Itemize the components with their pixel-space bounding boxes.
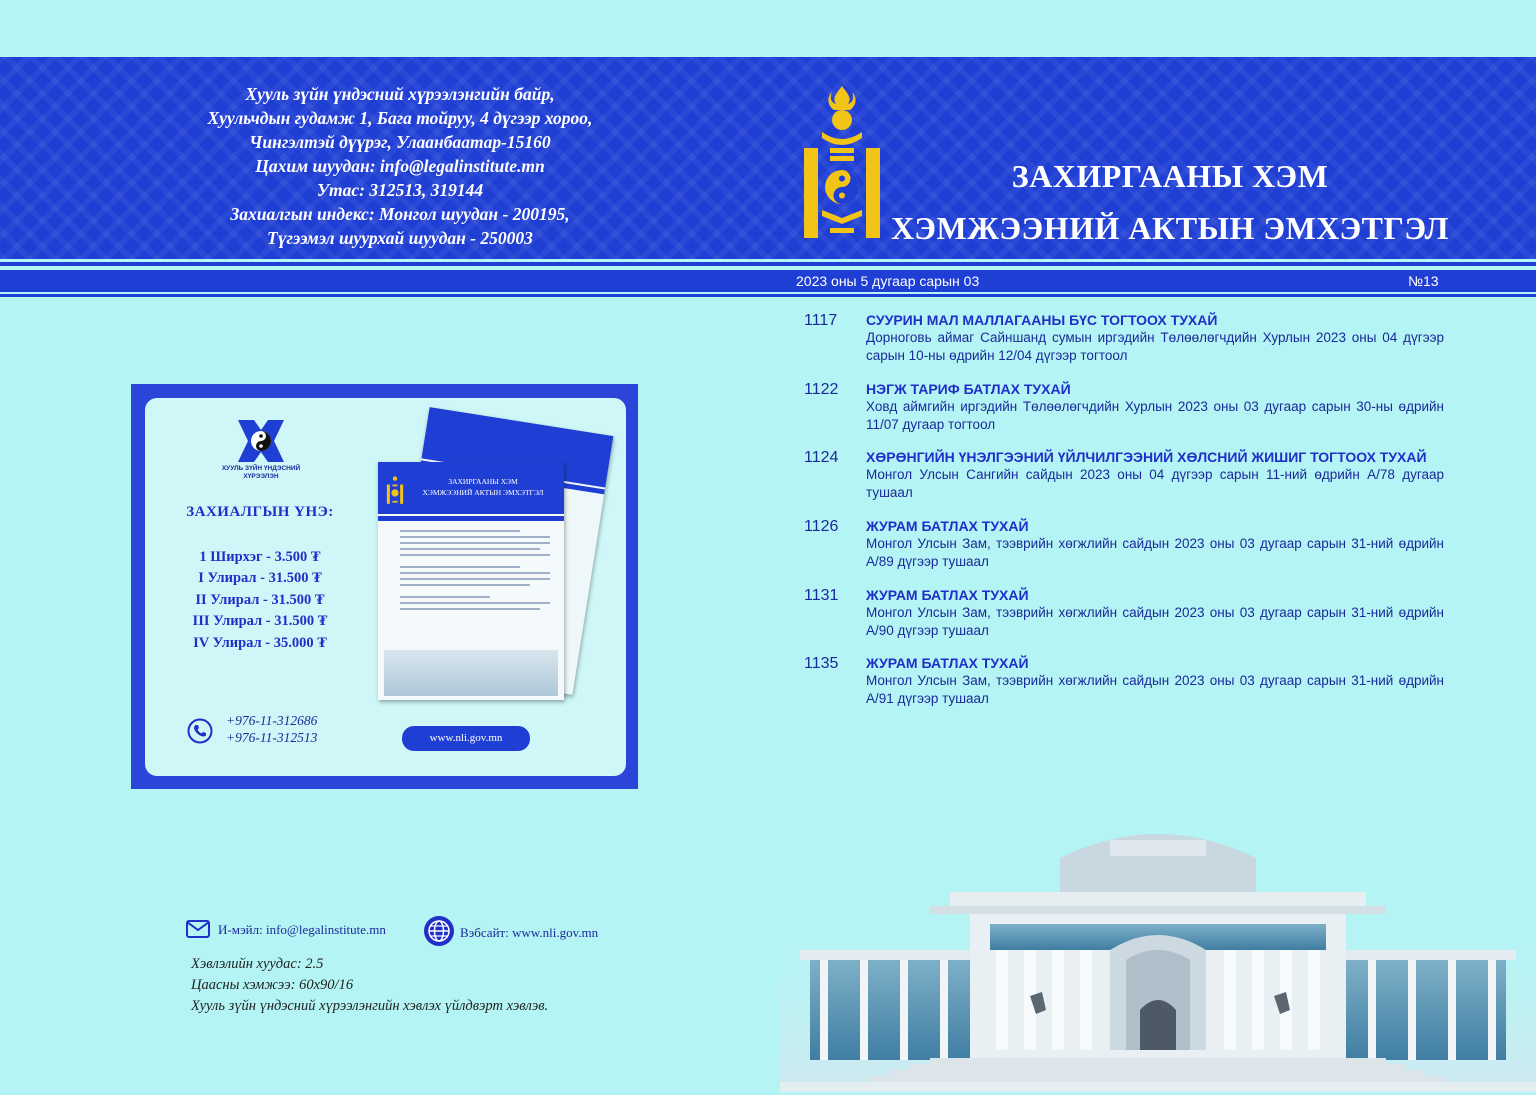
issue-date: 2023 оны 5 дугаар сарын 03 <box>796 273 980 289</box>
magazine-preview-title-line2: ХЭМЖЭЭНИЙ АКТЫН ЭМХЭТГЭЛ <box>422 488 544 497</box>
toc-page-number: 1122 <box>804 381 839 398</box>
address-line: Хуульчдын гудамж 1, Бага тойруу, 4 дүгээр хороо, <box>207 108 593 128</box>
price-row: 1 Ширхэг - 3.500 ₮ <box>199 549 321 565</box>
contact-phones <box>226 712 317 746</box>
phone-number: +976-11-312686 <box>226 713 318 728</box>
magazine-preview <box>378 462 564 700</box>
date-strip <box>0 270 1536 292</box>
address-line: Утас: 312513, 319144 <box>316 180 484 200</box>
government-palace-illustration <box>780 800 1536 1092</box>
journal-title <box>890 150 1450 254</box>
toc-title: ЖУРАМ БАТЛАХ ТУХАЙ <box>866 655 1029 671</box>
price-row: II Улирал - 31.500 ₮ <box>195 592 325 608</box>
header-stripe <box>0 262 1536 266</box>
address-line: Чингэлтэй дүүрэг, Улаанбаатар-15160 <box>249 132 551 152</box>
publisher-address <box>160 82 640 250</box>
toc-page-number: 1135 <box>804 655 839 672</box>
toc-page-number: 1131 <box>804 587 839 604</box>
price-heading: ЗАХИАЛГЫН ҮНЭ: <box>186 504 334 520</box>
price-row: IV Улирал - 35.000 ₮ <box>193 635 327 651</box>
paper-size: Цаасны хэмжээ: 60х90/16 <box>191 977 354 993</box>
phone-number: +976-11-312513 <box>226 730 318 745</box>
address-line: Захиалгын индекс: Монгол шуудан - 200195, <box>230 204 570 224</box>
print-sheets: Хэвлэлийн хуудас: 2.5 <box>191 956 324 972</box>
address-line: Цахим шуудан: info@legalinstitute.mn <box>255 156 545 176</box>
price-row: III Улирал - 31.500 ₮ <box>192 613 328 629</box>
institute-logo-icon <box>236 418 286 464</box>
address-line: Хууль зүйн үндэсний хүрээлэнгийн байр, <box>245 84 555 104</box>
issue-number: №13 <box>1408 273 1439 289</box>
soyombo-emblem-icon <box>800 84 884 244</box>
toc-title: ЖУРАМ БАТЛАХ ТУХАЙ <box>866 518 1029 534</box>
toc-description: Монгол Улсын Зам, тээврийн хөгжлийн сайдын 2023 оны 03 дугаар сарын 31-ний өдрийн А/91 дүгээр тушаал <box>866 673 1444 706</box>
toc-page-number: 1124 <box>804 449 839 466</box>
phone-icon <box>187 718 213 744</box>
toc-description: Монгол Улсын Зам, тээврийн хөгжлийн сайдын 2023 оны 03 дугаар сарын 31-ний өдрийн А/89 дүгээр тушаал <box>866 536 1444 569</box>
toc-description: Монгол Улсын Зам, тээврийн хөгжлийн сайдын 2023 оны 03 дугаар сарын 31-ний өдрийн А/90 дүгээр тушаал <box>866 605 1444 638</box>
toc-page-number: 1126 <box>804 518 839 535</box>
footer-email[interactable]: И-мэйл: info@legalinstitute.mn <box>218 922 386 937</box>
magazine-preview-title-line1: ЗАХИРГААНЫ ХЭМ <box>448 477 518 486</box>
toc-title: СУУРИН МАЛ МАЛЛАГААНЫ БҮС ТОГТООХ ТУХАЙ <box>866 312 1218 328</box>
mail-icon <box>186 920 210 938</box>
institute-name: ХУУЛЬ ЗҮЙН ҮНДЭСНИЙ ХҮРЭЭЛЭН <box>221 465 301 480</box>
price-row: I Улирал - 31.500 ₮ <box>198 570 322 586</box>
globe-icon <box>423 915 455 947</box>
printed-by: Хууль зүйн үндэсний хүрээлэнгийн хэвлэх үйлдвэрт хэвлэв. <box>191 998 549 1014</box>
toc-title: ХӨРӨНГИЙН ҮНЭЛГЭЭНИЙ ҮЙЛЧИЛГЭЭНИЙ ХӨЛСНИЙ ЖИШИГ ТОГТООХ ТУХАЙ <box>866 449 1427 465</box>
journal-title-line1: ЗАХИРГААНЫ ХЭМ <box>1011 158 1329 194</box>
footer-website[interactable]: Вэбсайт: www.nli.gov.mn <box>460 925 599 940</box>
toc-description: Монгол Улсын Сангийн сайдын 2023 оны 04 дүгээр сарын 11-ний өдрийн А/78 дугаар тушаал <box>866 467 1444 500</box>
website-link[interactable]: www.nli.gov.mn <box>402 726 530 751</box>
soyombo-emblem-icon <box>386 470 404 506</box>
toc-description: Ховд аймгийн иргэдийн Төлөөлөгчдийн Хурлын 2023 оны 03 дугаар сарын 30-ны өдрийн 11/07 дугаар тогтоол <box>866 399 1444 432</box>
toc-title: НЭГЖ ТАРИФ БАТЛАХ ТУХАЙ <box>866 381 1071 397</box>
magazine-preview-building <box>384 650 558 696</box>
toc-description: Дорноговь аймаг Сайншанд сумын иргэдийн Төлөөлөгчдийн Хурлын 2023 оны 04 дүгээр сарын 10-ны өдрийн 12/04 дүгээр тогтоол <box>866 330 1444 363</box>
address-line: Түгээмэл шуурхай шуудан - 250003 <box>267 228 533 248</box>
journal-title-line2: ХЭМЖЭЭНИЙ АКТЫН ЭМХЭТГЭЛ <box>891 210 1449 246</box>
header-stripe-bottom <box>0 294 1536 297</box>
magazine-preview-title <box>408 476 558 498</box>
toc-page-number: 1117 <box>804 312 838 329</box>
toc-title: ЖУРАМ БАТЛАХ ТУХАЙ <box>866 587 1029 603</box>
